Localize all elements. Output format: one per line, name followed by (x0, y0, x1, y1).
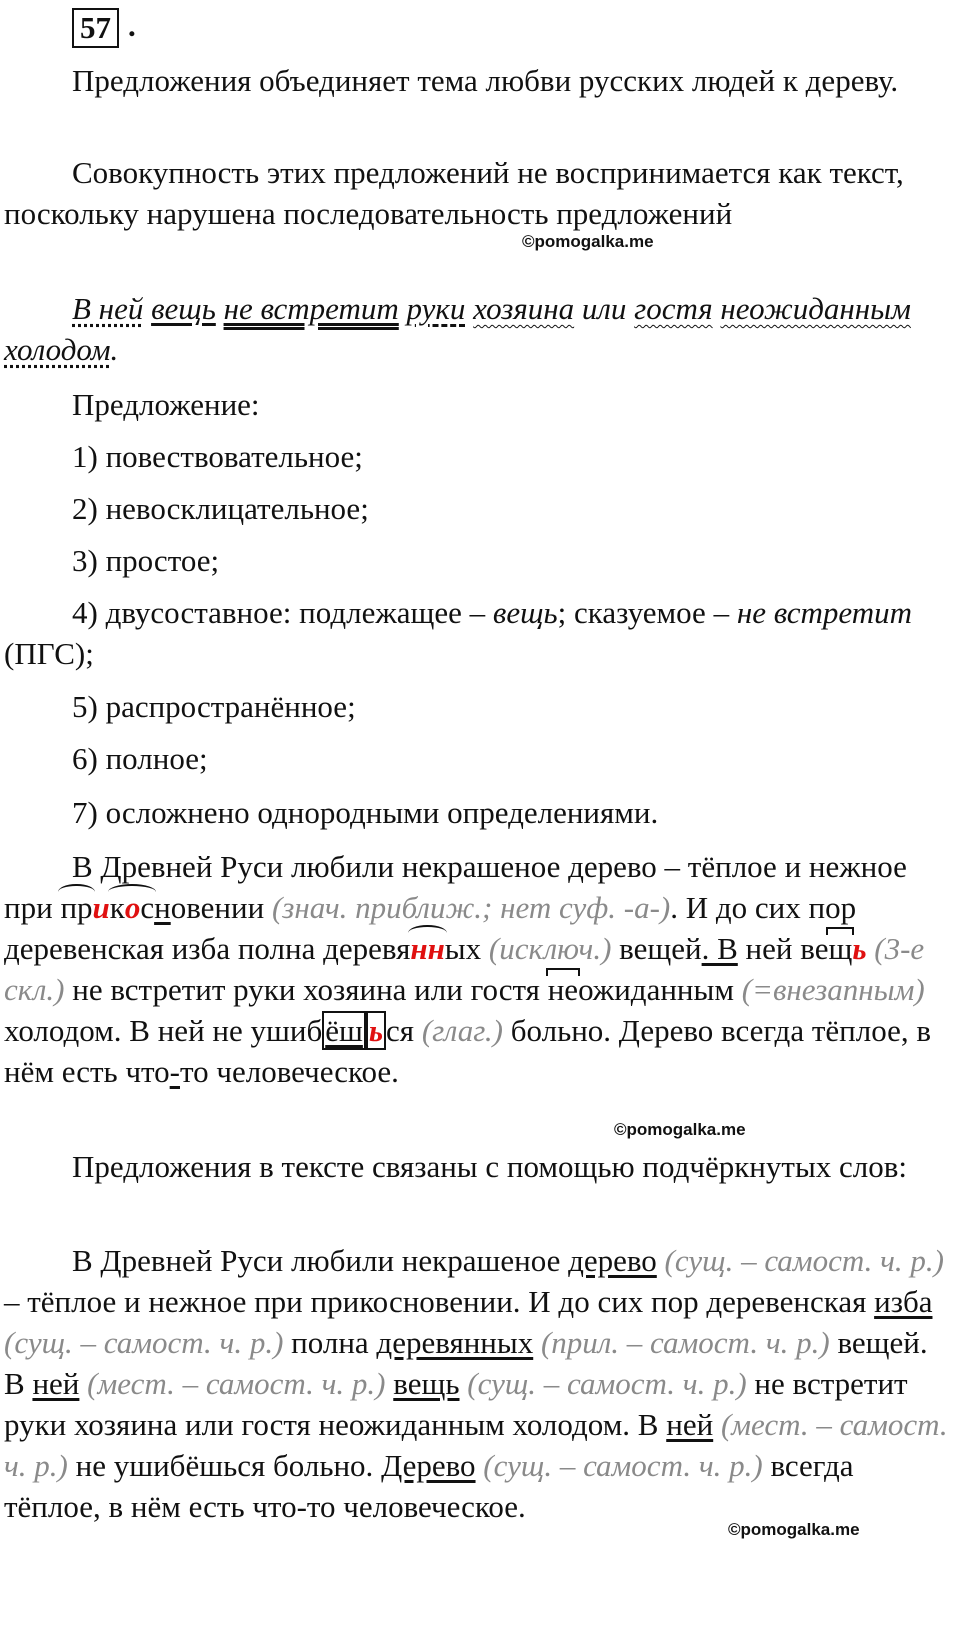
feature-4-a: 4) двусоставное: подлежащее – (72, 595, 493, 630)
t12: . И до сих пор деревенская изба полна деревя (4, 890, 857, 966)
note-l3: (сущ. – самост. ч. р.) (656, 1243, 944, 1278)
ending-box: ёш (322, 1011, 366, 1050)
note-l21: (сущ. – самост. ч. р.) (475, 1448, 763, 1483)
word-predicate: не встретит (223, 291, 399, 326)
t9: н (154, 890, 171, 925)
l4: – тёплое и нежное при прикосновении. И до сих пор деревенская (4, 1284, 875, 1319)
feature-5: 5) распространённое; (72, 689, 356, 724)
feature-4-c: ; сказуемое – (557, 595, 737, 630)
l7: полна (283, 1325, 377, 1360)
feature-7: 7) осложнено однородными определениями. (72, 795, 659, 830)
note-skl: (3-е скл.) (4, 931, 925, 1007)
feature-6: 6) полное; (72, 741, 208, 776)
t1: В Древней (72, 849, 221, 884)
root-arc (110, 890, 154, 925)
t33: - (169, 1054, 180, 1089)
note-l6: (сущ. – самост. ч. р.) (4, 1325, 284, 1360)
t3: любили некрашеное дерево – тёплое и нежное при (4, 849, 907, 925)
exercise-number: 57 (72, 8, 119, 48)
paragraph-orthography (4, 846, 952, 1092)
paragraph-theme: Предложения объединяет тема любви русских людей к дереву. (72, 63, 899, 98)
red-soft-sign-2: ь (366, 1011, 386, 1050)
watermark-3: ©pomogalka.me (728, 1520, 860, 1539)
feature-4 (4, 592, 952, 674)
t19: щ (828, 931, 853, 966)
sentence-analysis (4, 288, 952, 370)
note-l12: (мест. – самост. ч. р.) (79, 1366, 386, 1401)
t32: больно. Дерево всегда тёплое, в нём есть что (4, 1013, 931, 1089)
note-isklyuch: (исключ.) (488, 931, 612, 966)
link-derevo-2: Дерево (381, 1448, 476, 1483)
link-derevo: дерево (568, 1243, 657, 1278)
feature-1: 1) повествовательное; (72, 439, 363, 474)
exercise-number-dot: . (128, 8, 136, 43)
watermark: ©pomogalka.me (522, 232, 654, 251)
word-ruki: руки (406, 291, 466, 326)
feature-2: 2) невосклицательное; (72, 491, 369, 526)
t34: то человеческое. (180, 1054, 399, 1089)
word-hozyaina: хозяина (473, 291, 575, 326)
t16: вещей (611, 931, 702, 966)
note-znach: (знач. приближ.; нет суф. -а-) (271, 890, 671, 925)
t18: ней ве (737, 931, 829, 966)
red-letter-o: о (124, 890, 141, 925)
feature-4-subject: вещь (492, 595, 558, 630)
watermark-2: ©pomogalka.me (614, 1120, 746, 1139)
note-glag: (глаг.) (421, 1013, 503, 1048)
t2: Руси (220, 849, 284, 884)
l16: не встретит руки хозяина или гостя неожиданным холодом. В (4, 1366, 908, 1442)
t14: ых (444, 931, 489, 966)
t27: холодом. В ней не ушиб (4, 1013, 323, 1048)
t6: к (109, 890, 125, 925)
note-l18: (мест. – самост. ч. р.) (4, 1407, 948, 1483)
link-derevyannyh: деревянных (376, 1325, 534, 1360)
t8: с (140, 890, 155, 925)
note-l9: (прил. – самост. ч. р.) (533, 1325, 830, 1360)
word-ili: или (581, 291, 627, 326)
l22: всегда тёплое, в нём есть что-то человеческое. (4, 1448, 854, 1524)
link-veshch: вещь (393, 1366, 460, 1401)
note-vnezapnym: (=внезапным) (741, 972, 925, 1007)
red-letter-i: и (92, 890, 110, 925)
link-nei: ней (32, 1366, 80, 1401)
l19: не ушибёшься больно. (67, 1448, 382, 1483)
word-subject: вещь (151, 291, 216, 326)
links-intro: Предложения в тексте связаны с помощью подчёркнутых слов: (72, 1149, 908, 1184)
note-l15: (сущ. – самост. ч. р.) (459, 1366, 747, 1401)
t10: овении (170, 890, 272, 925)
link-nei-2: ней (666, 1407, 714, 1442)
feature-4-e: (ПГС); (4, 636, 94, 671)
analysis-end: . (110, 332, 119, 367)
paragraph-links (4, 1240, 952, 1527)
l1: В Древней Руси любили некрашеное (72, 1243, 569, 1278)
l10: вещей. В (4, 1325, 928, 1401)
t24: не (547, 972, 579, 1007)
t25: ожиданным (578, 972, 742, 1007)
paragraph-not-text: Совокупность этих предложений не воспринимается как текст, поскольку нарушена последовательность предложений (4, 155, 904, 231)
t23: не встретит руки хозяина или гостя (64, 972, 548, 1007)
word-neozhidannym: неожиданным (720, 291, 911, 326)
red-soft-sign: ь (852, 931, 867, 966)
link-izba: изба (874, 1284, 933, 1319)
feature-4-predicate: не встретит (736, 595, 913, 630)
t17: . В (701, 931, 738, 966)
word-v-nei: В ней (72, 291, 144, 326)
t30: ся (386, 1013, 422, 1048)
label-sentence: Предложение: (72, 387, 260, 422)
feature-3: 3) простое; (72, 543, 220, 578)
word-holodom: холодом (4, 332, 111, 367)
word-gostya: гостя (634, 291, 713, 326)
red-nn: нн (410, 931, 445, 966)
prefix-arc: пр (60, 890, 93, 925)
